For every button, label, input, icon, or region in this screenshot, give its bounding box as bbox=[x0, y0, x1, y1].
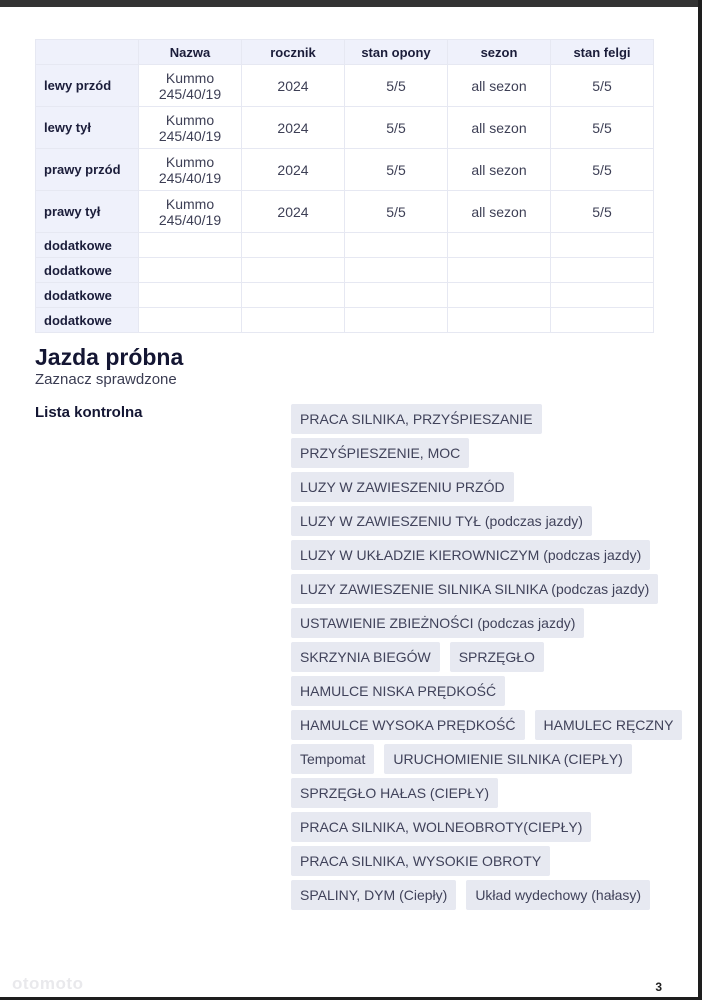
row-label: dodatkowe bbox=[36, 233, 139, 258]
watermark: otomoto bbox=[12, 974, 84, 993]
empty-cell bbox=[242, 283, 345, 308]
season-cell: all sezon bbox=[448, 65, 551, 107]
empty-cell bbox=[448, 233, 551, 258]
chip-row bbox=[291, 642, 671, 672]
empty-cell bbox=[448, 308, 551, 333]
tire-brand: Kummo bbox=[165, 69, 215, 86]
tire-condition-cell: 5/5 bbox=[345, 191, 448, 233]
season-cell: all sezon bbox=[448, 107, 551, 149]
tire-name-cell bbox=[139, 107, 242, 149]
checklist-chip[interactable]: LUZY W ZAWIESZENIU PRZÓD bbox=[291, 472, 514, 502]
table-row bbox=[36, 233, 654, 258]
section-title: Jazda próbna bbox=[35, 344, 184, 370]
checklist-chip[interactable]: LUZY W ZAWIESZENIU TYŁ (podczas jazdy) bbox=[291, 506, 592, 536]
tire-table bbox=[35, 39, 654, 333]
empty-cell bbox=[551, 308, 654, 333]
tire-name-cell bbox=[139, 191, 242, 233]
top-border bbox=[0, 0, 702, 7]
tire-condition-cell: 5/5 bbox=[345, 107, 448, 149]
checklist-chip[interactable]: LUZY W UKŁADZIE KIEROWNICZYM (podczas jazdy) bbox=[291, 540, 650, 570]
chip-row bbox=[291, 574, 671, 604]
chip-row bbox=[291, 812, 671, 842]
row-label: dodatkowe bbox=[36, 308, 139, 333]
rim-condition-cell: 5/5 bbox=[551, 107, 654, 149]
header-name: Nazwa bbox=[139, 40, 242, 65]
year-cell: 2024 bbox=[242, 107, 345, 149]
section-subtitle: Zaznacz sprawdzone bbox=[35, 371, 177, 388]
empty-cell bbox=[139, 283, 242, 308]
chip-row bbox=[291, 880, 671, 910]
chip-row bbox=[291, 778, 671, 808]
row-label: prawy tył bbox=[36, 191, 139, 233]
header-corner bbox=[36, 40, 139, 65]
table-row bbox=[36, 258, 654, 283]
chip-row bbox=[291, 710, 674, 740]
row-label: dodatkowe bbox=[36, 283, 139, 308]
empty-cell bbox=[448, 258, 551, 283]
tire-size: 245/40/19 bbox=[158, 127, 222, 144]
checklist-chip[interactable]: USTAWIENIE ZBIEŻNOŚCI (podczas jazdy) bbox=[291, 608, 584, 638]
header-tire-condition: stan opony bbox=[345, 40, 448, 65]
header-rim-condition: stan felgi bbox=[551, 40, 654, 65]
chip-row bbox=[291, 846, 671, 876]
checklist-chip[interactable]: PRZYŚPIESZENIE, MOC bbox=[291, 438, 469, 468]
checklist-chip[interactable]: PRACA SILNIKA, WYSOKIE OBROTY bbox=[291, 846, 550, 876]
tire-name-cell bbox=[139, 65, 242, 107]
checklist-chip[interactable]: Układ wydechowy (hałasy) bbox=[466, 880, 650, 910]
header-year: rocznik bbox=[242, 40, 345, 65]
checklist-chip[interactable]: HAMULCE NISKA PRĘDKOŚĆ bbox=[291, 676, 505, 706]
header-season: sezon bbox=[448, 40, 551, 65]
table-row bbox=[36, 107, 654, 149]
chip-row bbox=[291, 608, 671, 638]
chip-row bbox=[291, 438, 671, 468]
year-cell: 2024 bbox=[242, 191, 345, 233]
checklist-chip[interactable]: Tempomat bbox=[291, 744, 374, 774]
checklist-chip[interactable]: PRACA SILNIKA, WOLNEOBROTY(CIEPŁY) bbox=[291, 812, 591, 842]
chip-row bbox=[291, 472, 671, 502]
rim-condition-cell: 5/5 bbox=[551, 191, 654, 233]
empty-cell bbox=[345, 258, 448, 283]
tire-size: 245/40/19 bbox=[158, 211, 222, 228]
checklist-chips bbox=[291, 404, 674, 914]
chip-row bbox=[291, 676, 671, 706]
empty-cell bbox=[139, 233, 242, 258]
checklist-chip[interactable]: SPRZĘGŁO bbox=[450, 642, 544, 672]
row-label: lewy tył bbox=[36, 107, 139, 149]
checklist-chip[interactable]: LUZY ZAWIESZENIE SILNIKA SILNIKA (podczas jazdy) bbox=[291, 574, 658, 604]
checklist-chip[interactable]: SPRZĘGŁO HAŁAS (CIEPŁY) bbox=[291, 778, 498, 808]
chip-row bbox=[291, 404, 671, 434]
empty-cell bbox=[139, 308, 242, 333]
checklist-chip[interactable]: HAMULEC RĘCZNY bbox=[535, 710, 683, 740]
empty-cell bbox=[551, 283, 654, 308]
chip-row bbox=[291, 744, 671, 774]
row-label: prawy przód bbox=[36, 149, 139, 191]
row-label: dodatkowe bbox=[36, 258, 139, 283]
tire-brand: Kummo bbox=[165, 153, 215, 170]
page-number: 3 bbox=[655, 980, 662, 994]
season-cell: all sezon bbox=[448, 191, 551, 233]
tire-condition-cell: 5/5 bbox=[345, 149, 448, 191]
empty-cell bbox=[139, 258, 242, 283]
checklist-chip[interactable]: URUCHOMIENIE SILNIKA (CIEPŁY) bbox=[384, 744, 632, 774]
empty-cell bbox=[345, 233, 448, 258]
checklist-chip[interactable]: SPALINY, DYM (Ciepły) bbox=[291, 880, 456, 910]
empty-cell bbox=[448, 283, 551, 308]
year-cell: 2024 bbox=[242, 65, 345, 107]
table-row bbox=[36, 65, 654, 107]
row-label: lewy przód bbox=[36, 65, 139, 107]
table-row bbox=[36, 149, 654, 191]
empty-cell bbox=[551, 233, 654, 258]
rim-condition-cell: 5/5 bbox=[551, 65, 654, 107]
tire-brand: Kummo bbox=[165, 195, 215, 212]
chip-row bbox=[291, 506, 671, 536]
right-border bbox=[698, 0, 702, 1000]
tire-size: 245/40/19 bbox=[158, 85, 222, 102]
checklist-label: Lista kontrolna bbox=[35, 404, 143, 421]
empty-cell bbox=[345, 308, 448, 333]
empty-cell bbox=[242, 308, 345, 333]
empty-cell bbox=[551, 258, 654, 283]
season-cell: all sezon bbox=[448, 149, 551, 191]
tire-condition-cell: 5/5 bbox=[345, 65, 448, 107]
checklist-chip[interactable]: HAMULCE WYSOKA PRĘDKOŚĆ bbox=[291, 710, 525, 740]
empty-cell bbox=[345, 283, 448, 308]
checklist-chip[interactable]: SKRZYNIA BIEGÓW bbox=[291, 642, 440, 672]
table-row bbox=[36, 308, 654, 333]
tire-size: 245/40/19 bbox=[158, 169, 222, 186]
empty-cell bbox=[242, 233, 345, 258]
year-cell: 2024 bbox=[242, 149, 345, 191]
table-row bbox=[36, 191, 654, 233]
empty-cell bbox=[242, 258, 345, 283]
checklist-chip[interactable]: PRACA SILNIKA, PRZYŚPIESZANIE bbox=[291, 404, 542, 434]
tire-name-cell bbox=[139, 149, 242, 191]
rim-condition-cell: 5/5 bbox=[551, 149, 654, 191]
chip-row bbox=[291, 540, 671, 570]
table-row bbox=[36, 283, 654, 308]
table-header-row bbox=[36, 40, 654, 65]
tire-brand: Kummo bbox=[165, 111, 215, 128]
